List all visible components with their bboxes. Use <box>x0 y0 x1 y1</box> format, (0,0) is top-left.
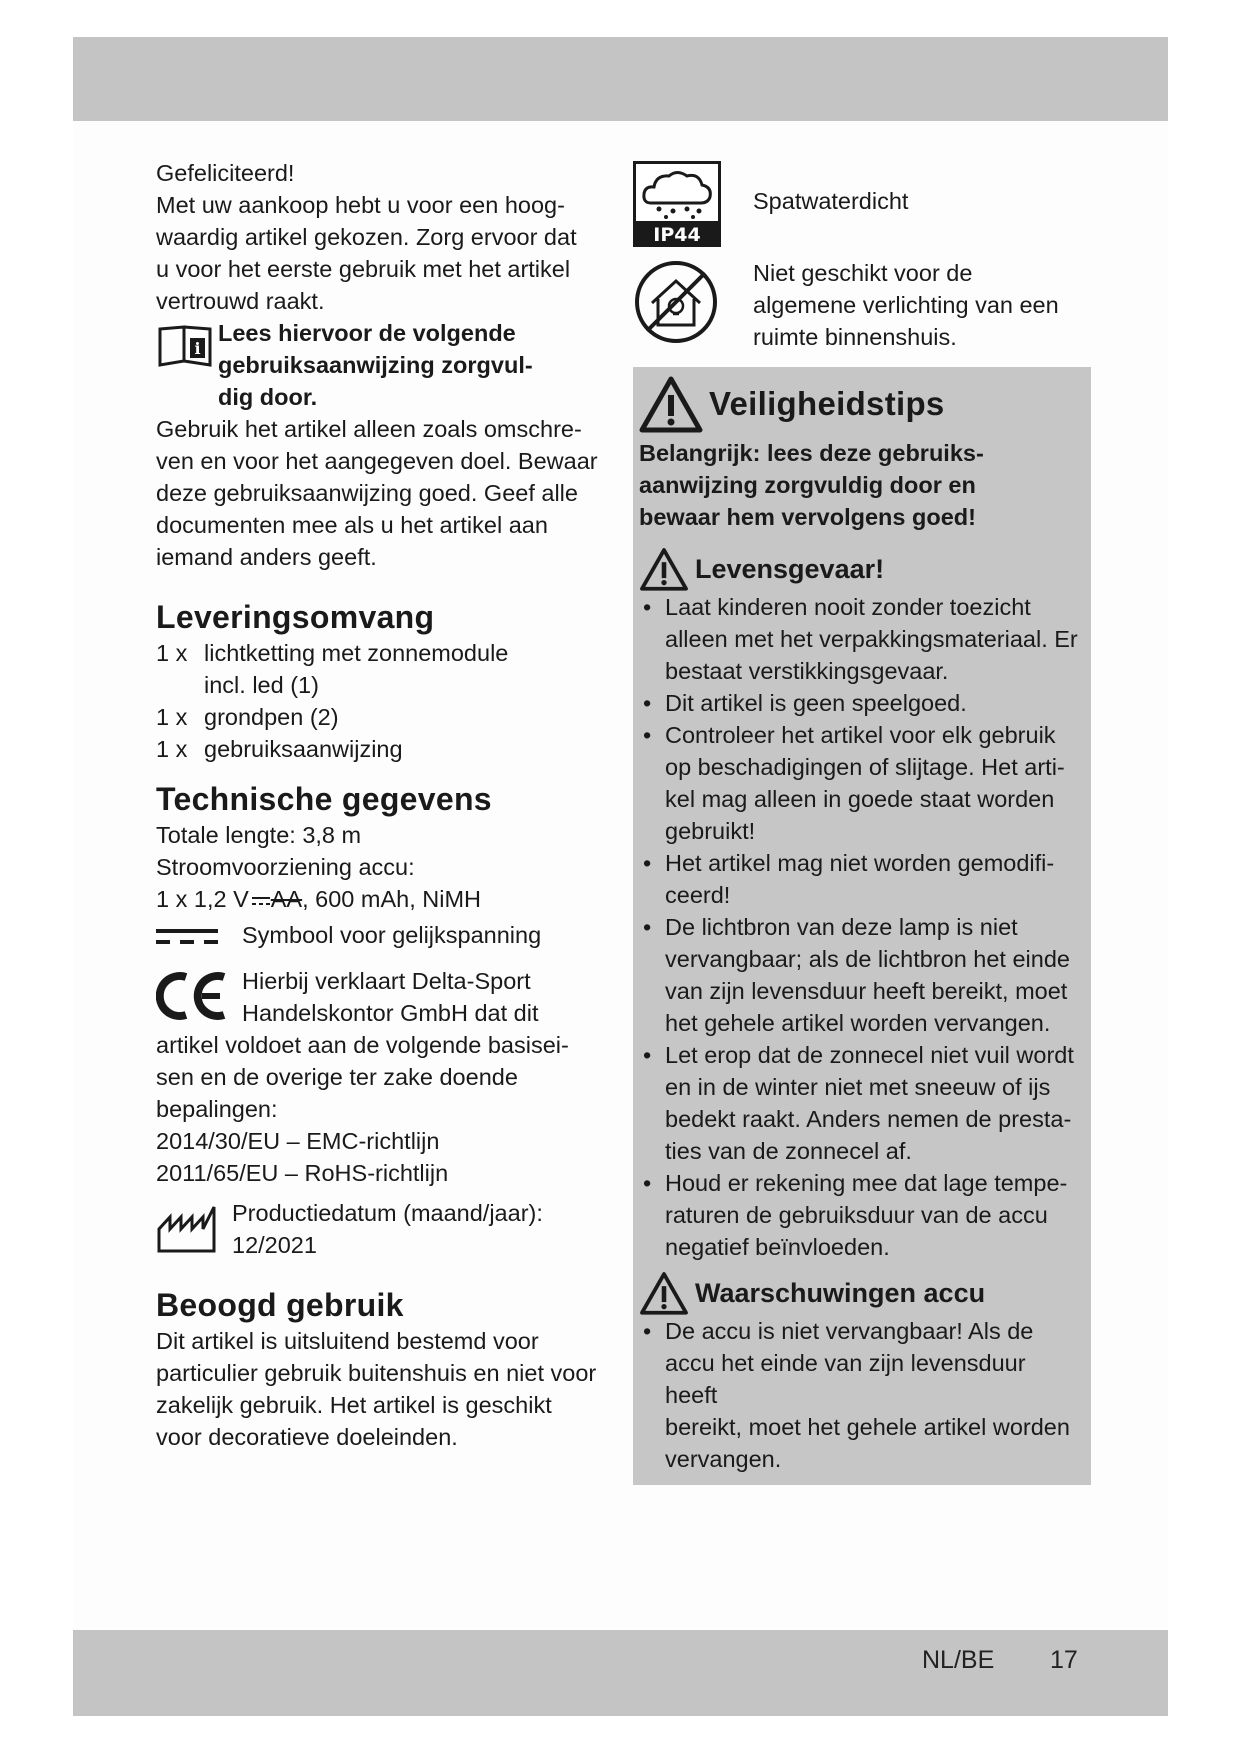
list-item: • Let erop dat de zonnecel niet vuil wordt en in de winter niet met sneeuw of ijs bedekt raakt. Anders nemen de presta- ties van de zonnecel af. <box>639 1039 1083 1167</box>
use-line: deze gebruiksaanwijzing goed. Geef alle <box>156 480 578 506</box>
purpose-heading: Beoogd gebruik <box>156 1287 404 1323</box>
danger-heading: Levensgevaar! <box>695 554 885 584</box>
warning-triangle-icon <box>639 547 695 591</box>
dc-inline-symbol <box>252 895 270 907</box>
use-line: ven en voor het aangegeven doel. Bewaar <box>156 448 598 474</box>
ce-directive: 2014/30/EU – EMC-richtlijn <box>156 1128 440 1154</box>
page-number: 17 <box>1050 1646 1078 1674</box>
safety-heading: Veiligheidstips <box>709 385 945 422</box>
ip-rating-row <box>633 157 1091 247</box>
header-band <box>73 37 1168 121</box>
intro-line: u voor het eerste gebruik met het artikel <box>156 256 571 282</box>
dc-symbol-row <box>156 919 606 951</box>
scope-item: 1 x gebruiksaanwijzing <box>156 736 403 762</box>
warning-triangle-icon <box>639 1271 695 1315</box>
safety-box <box>633 367 1091 1485</box>
purpose-line: voor decoratieve doeleinden. <box>156 1424 458 1450</box>
tech-heading: Technische gegevens <box>156 781 492 817</box>
footer-language: NL/BE <box>922 1646 995 1674</box>
splash-water-icon <box>633 161 753 247</box>
no-indoor-lighting-icon <box>633 259 753 345</box>
safety-intro-line: Belangrijk: lees deze gebruiks- <box>639 440 984 466</box>
book-info-icon <box>156 317 218 369</box>
battery-heading: Waarschuwingen accu <box>695 1278 986 1308</box>
scope-item: 1 x lichtketting met zonnemodule <box>156 640 509 666</box>
battery-heading-row <box>639 1271 1083 1315</box>
ip-label: Spatwaterdicht <box>753 188 909 214</box>
intro-line: waardig artikel gekozen. Zorg ervoor dat <box>156 224 577 250</box>
danger-heading-row <box>639 547 1083 591</box>
production-date-row: Productiedatum (maand/jaar): 12/2021 <box>156 1197 606 1261</box>
list-item: • Dit artikel is geen speelgoed. <box>639 687 1083 719</box>
list-item: • Controleer het artikel voor elk gebruik op beschadigingen of slijtage. Het arti- kel mag alleen in goede staat worden gebruikt! <box>639 719 1083 847</box>
warning-triangle-icon <box>639 375 709 433</box>
footer-band <box>73 1630 1168 1716</box>
use-line: iemand anders geeft. <box>156 544 377 570</box>
list-item: • De accu is niet vervangbaar! Als de accu het einde van zijn levensduur heeft bereikt, moet het gehele artikel worden vervangen. <box>639 1315 1083 1475</box>
manufacture-date-icon <box>156 1197 232 1255</box>
intro-title: Gefeliciteerd! <box>156 160 295 186</box>
tech-supply: Stroomvoorziening accu: <box>156 854 415 880</box>
ce-text: bepalingen: <box>156 1096 278 1122</box>
dc-label: Symbool voor gelijkspanning <box>242 922 542 948</box>
ce-mark-icon <box>156 965 242 1021</box>
use-line: Gebruik het artikel alleen zoals omschre- <box>156 416 582 442</box>
ce-row: Hierbij verklaart Delta-Sport Handelskontor GmbH dat dit <box>156 965 606 1029</box>
list-item: • De lichtbron van deze lamp is niet vervangbaar; als de lichtbron het einde van zijn levensduur heeft bereikt, moet het gehele artikel worden vervangen. <box>639 911 1083 1039</box>
svg-text:IP44: IP44 <box>653 224 701 246</box>
left-column <box>156 157 606 1453</box>
manual-note-line: Lees hiervoor de volgende <box>218 320 516 346</box>
indoor-row: Niet geschikt voor de algemene verlichting van een ruimte binnenshuis. <box>633 255 1091 353</box>
safety-heading-row <box>639 375 1083 433</box>
ce-directive: 2011/65/EU – RoHS-richtlijn <box>156 1160 449 1186</box>
intro-line: Met uw aankoop hebt u voor een hoog- <box>156 192 565 218</box>
tech-battery: 1 x 1,2 V AA, 600 mAh, NiMH <box>156 886 482 912</box>
manual-note-line: gebruiksaanwijzing zorgvul- <box>218 352 533 378</box>
ce-text: artikel voldoet aan de volgende basisei- <box>156 1032 569 1058</box>
intro-line: vertrouwd raakt. <box>156 288 325 314</box>
manual-note <box>156 317 606 413</box>
tech-length: Totale lengte: 3,8 m <box>156 822 362 848</box>
right-column <box>633 157 1091 1485</box>
scope-heading: Leveringsomvang <box>156 599 435 635</box>
battery-list <box>639 1315 1083 1475</box>
ce-text: sen en de overige ter zake doende <box>156 1064 518 1090</box>
scope-item: incl. led (1) <box>204 672 319 698</box>
safety-intro-line: bewaar hem vervolgens goed! <box>639 504 976 530</box>
list-item: • Het artikel mag niet worden gemodifi- ceerd! <box>639 847 1083 911</box>
manual-note-line: dig door. <box>218 384 318 410</box>
danger-list <box>639 591 1083 1263</box>
list-item: • Houd er rekening mee dat lage tempe- raturen de gebruiksduur van de accu negatief beïnvloeden. <box>639 1167 1083 1263</box>
purpose-line: Dit artikel is uitsluitend bestemd voor <box>156 1328 539 1354</box>
purpose-line: zakelijk gebruik. Het artikel is geschikt <box>156 1392 552 1418</box>
purpose-line: particulier gebruik buitenshuis en niet voor <box>156 1360 597 1386</box>
dc-voltage-icon <box>156 919 242 947</box>
use-line: documenten mee als u het artikel aan <box>156 512 548 538</box>
list-item: • Laat kinderen nooit zonder toezicht alleen met het verpakkingsmateriaal. Er bestaat verstikkingsgevaar. <box>639 591 1083 687</box>
safety-intro-line: aanwijzing zorgvuldig door en <box>639 472 976 498</box>
svg-text:i: i <box>194 339 201 358</box>
scope-item: 1 x grondpen (2) <box>156 704 339 730</box>
